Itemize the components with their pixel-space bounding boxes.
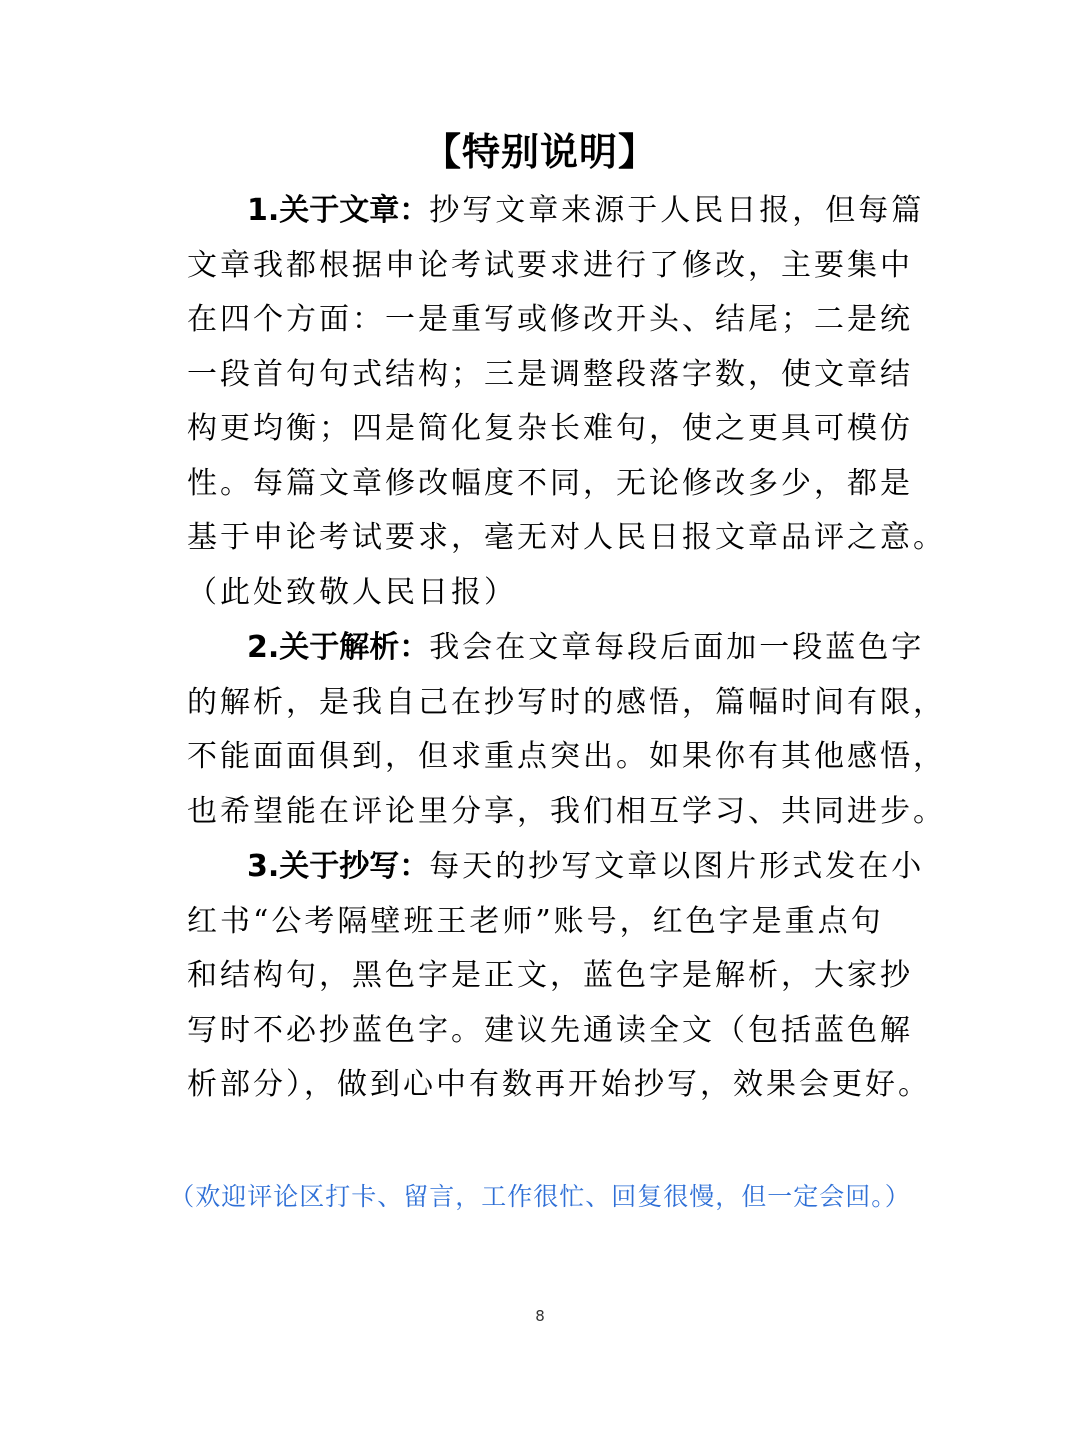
page-title: 【特别说明】 [422, 130, 657, 174]
paragraph-line: 的解析，是我自己在抄写时的感悟，篇幅时间有限， [187, 684, 946, 720]
paragraph-line: 在四个方面：一是重写或修改开头、结尾；二是统 [187, 302, 913, 337]
section-about-copying [187, 840, 931, 1113]
paragraph-line: 性。每篇文章修改幅度不同，无论修改多少，都是 [187, 465, 913, 501]
section-about-analysis [187, 621, 946, 839]
paragraph-line: 文章我都根据申论考试要求进行了修改，主要集中 [187, 247, 913, 283]
section-about-articles [187, 184, 946, 620]
paragraph-line: 抄写文章来源于人民日报，但每篇 [429, 193, 925, 228]
paragraph-line: 不能面面俱到，但求重点突出。如果你有其他感悟， [187, 739, 946, 774]
paragraph-line: （此处致敬人民日报） [187, 574, 517, 610]
section-heading: 2.关于解析： [247, 630, 430, 665]
paragraph-line: 基于申论考试要求，毫无对人民日报文章品评之意。 [187, 520, 946, 555]
section-heading: 3.关于抄写： [247, 849, 430, 884]
section-first-line [187, 184, 925, 239]
comment-note: （欢迎评论区打卡、留言，工作很忙、回复很慢，但一定会回。） [169, 1182, 911, 1211]
paragraph-line: 构更均衡；四是简化复杂长难句，使之更具可模仿 [187, 411, 913, 446]
paragraph-line: 我会在文章每段后面加一段蓝色字 [429, 630, 925, 665]
paragraph-line: 写时不必抄蓝色字。建议先通读全文（包括蓝色解 [187, 1012, 913, 1048]
page-number: 8 [535, 1307, 545, 1325]
paragraph-line: 每天的抄写文章以图片形式发在小 [429, 849, 925, 884]
paragraph-line: 红书“公考隔壁班王老师”账号，红色字是重点句 [187, 903, 884, 939]
section-first-line [187, 840, 925, 895]
paragraph-line: 也希望能在评论里分享，我们相互学习、共同进步。 [187, 793, 946, 829]
paragraph-line: 析部分），做到心中有数再开始抄写，效果会更好。 [187, 1067, 931, 1102]
section-first-line [187, 621, 925, 676]
section-heading: 1.关于文章： [247, 193, 430, 228]
paragraph-line: 和结构句，黑色字是正文，蓝色字是解析，大家抄 [187, 958, 913, 993]
paragraph-line: 一段首句句式结构；三是调整段落字数，使文章结 [187, 356, 913, 392]
